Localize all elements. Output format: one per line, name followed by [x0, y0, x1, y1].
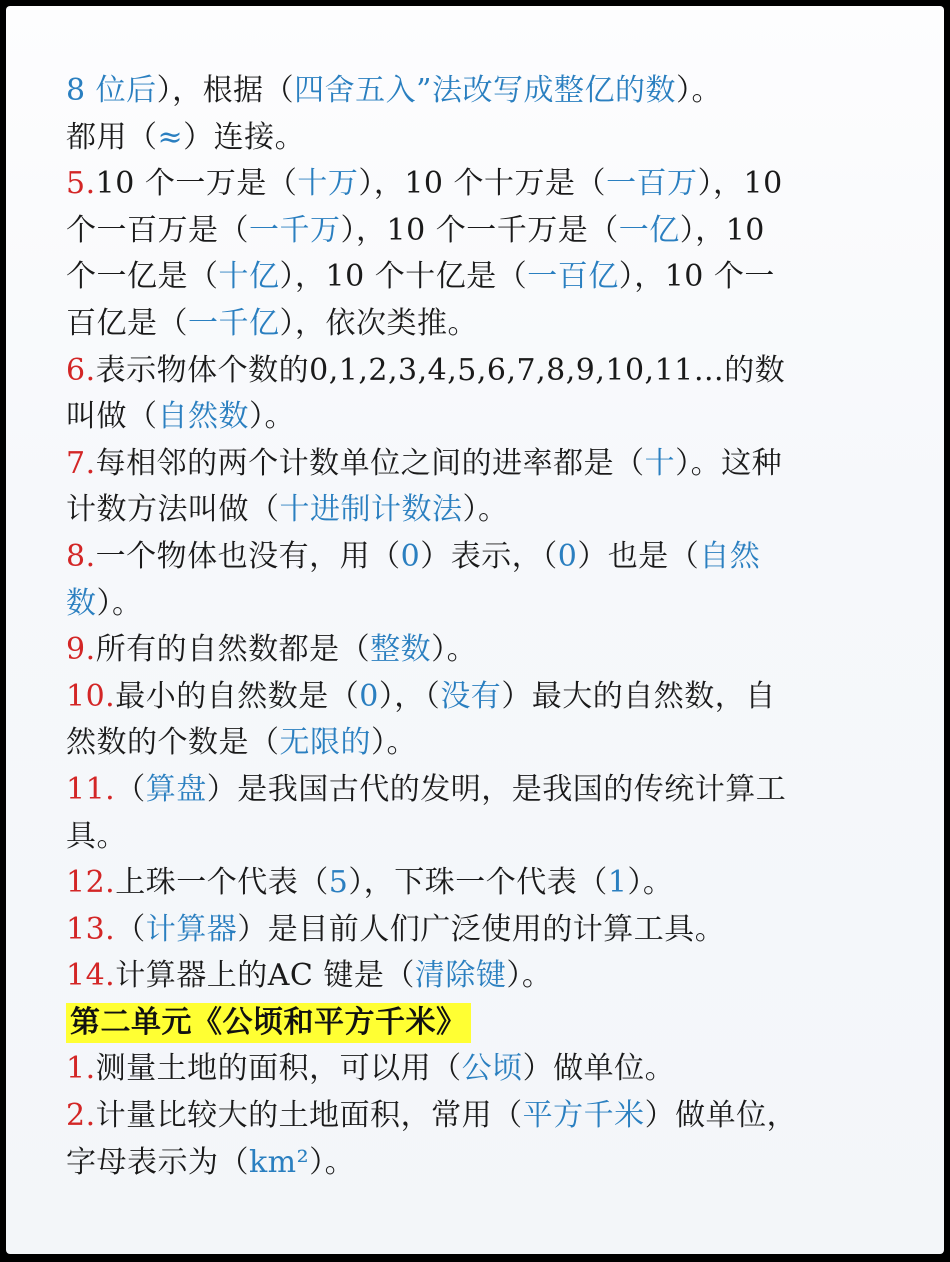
body-text: 一个物体也没有，用（: [95, 538, 401, 574]
text-line: [66, 301, 896, 348]
answer-text: 没有: [440, 678, 502, 714]
text-line: [66, 161, 896, 208]
body-text: 都用（: [66, 119, 158, 155]
answer-text: 整数: [370, 632, 432, 668]
answer-text: 清除键: [414, 958, 507, 994]
body-text: ）。: [371, 725, 417, 761]
text-line: [66, 720, 896, 767]
body-text: ）做单位，: [644, 1098, 798, 1134]
section-heading: 第二单元《公顷和平方千米》: [66, 1003, 471, 1043]
body-text: ），10 个十亿是（: [279, 259, 528, 295]
body-text: ）表示，（: [420, 538, 558, 574]
text-line: [66, 953, 896, 1000]
answer-text: 1: [607, 865, 628, 901]
text-line: [66, 254, 896, 301]
body-text: 所有的自然数都是（: [95, 632, 371, 668]
body-text: ），10 个一: [618, 259, 775, 295]
text-line: [66, 674, 896, 721]
answer-text: ≈: [157, 119, 184, 155]
answer-text: 5: [328, 865, 349, 901]
body-text: 最小的自然数是（: [115, 678, 360, 714]
answer-text: 无限的: [279, 725, 371, 761]
answer-text: 一百万: [606, 166, 698, 202]
item-number: 8.: [66, 538, 96, 574]
text-line: [66, 860, 896, 907]
body-text: ）。: [506, 958, 553, 994]
item-number: 14.: [66, 958, 116, 994]
text-line: [66, 115, 896, 162]
item-number: 7.: [66, 445, 96, 481]
answer-text: 自然数: [157, 399, 249, 435]
answer-text: 公顷: [461, 1051, 523, 1087]
answer-text: 算盘: [145, 771, 207, 807]
body-text: ）最大的自然数，自: [501, 678, 776, 714]
answer-text: 十亿: [218, 259, 280, 295]
body-text: ）。: [96, 585, 143, 621]
answer-text: 十进制计数法: [279, 492, 463, 528]
body-text: ）。: [249, 399, 295, 435]
item-number: 2.: [66, 1098, 96, 1134]
body-text: 然数的个数是（: [66, 725, 280, 761]
text-line: [66, 767, 896, 814]
answer-text: 计算器: [145, 911, 238, 947]
answer-text: 四舍五入”法改写成整亿的数: [294, 73, 676, 108]
text-line: [66, 627, 896, 674]
body-text: ）。: [675, 73, 722, 108]
body-text: ）。这种: [675, 445, 783, 481]
text-line: [66, 1046, 896, 1093]
body-text: 每相邻的两个计数单位之间的进率都是（: [95, 445, 645, 481]
item-number: 11.: [66, 771, 116, 807]
body-text: ）。: [627, 865, 674, 901]
answer-text: 8 位后: [66, 73, 157, 108]
answer-text: 一亿: [618, 212, 680, 248]
item-number: 6.: [66, 352, 96, 388]
body-text: （: [115, 911, 146, 947]
body-text: ）。: [462, 492, 509, 528]
answer-text: 自然: [699, 538, 761, 574]
text-line: [66, 1000, 896, 1047]
text-line: [66, 441, 896, 488]
document-page: [6, 6, 944, 1254]
answer-text: 一千万: [249, 212, 341, 248]
answer-text: 平方千米: [522, 1098, 645, 1134]
text-line: [66, 208, 896, 255]
answer-text: 0: [557, 538, 578, 574]
body-text: 10 个一万是（: [95, 166, 298, 202]
text-line: [66, 581, 896, 628]
text-line: [66, 348, 896, 395]
item-number: 9.: [66, 632, 96, 668]
answer-text: 数: [66, 585, 97, 621]
item-number: 12.: [66, 865, 116, 901]
body-text: 百亿是（: [66, 305, 188, 341]
body-text: ），（: [378, 678, 441, 714]
body-text: ），10: [697, 166, 783, 202]
body-text: ）。: [431, 632, 478, 668]
body-text: 叫做（: [66, 399, 158, 435]
item-number: 13.: [66, 911, 116, 947]
body-text: 计数方法叫做（: [66, 492, 280, 528]
answer-text: km²: [249, 1144, 310, 1180]
body-text: ），10 个一千万是（: [340, 212, 619, 248]
answer-text: 十: [644, 445, 676, 481]
body-text: （: [115, 771, 146, 807]
item-number: 1.: [66, 1051, 96, 1087]
body-text: 计量比较大的土地面积，常用（: [95, 1098, 523, 1134]
body-text: 字母表示为（: [66, 1144, 249, 1180]
text-line: [66, 487, 896, 534]
text-line: [66, 68, 896, 115]
body-text: 表示物体个数的0,1,2,3,4,5,6,7,8,9,10,11…的数: [95, 352, 786, 388]
item-number: 10.: [66, 678, 116, 714]
body-text: ）做单位。: [522, 1051, 676, 1087]
body-text: 个一亿是（: [66, 259, 219, 295]
text-line: [66, 1140, 896, 1187]
body-text: 个一百万是（: [66, 212, 249, 248]
body-text: 计算器上的AC 键是（: [115, 958, 415, 994]
body-text: 测量土地的面积，可以用（: [95, 1051, 462, 1087]
body-text: ），10: [679, 212, 765, 248]
body-text: ）是目前人们广泛使用的计算工具。: [237, 911, 726, 947]
body-text: ），根据（: [156, 73, 295, 108]
answer-text: 0: [400, 538, 421, 574]
body-text: ）是我国古代的发明，是我国的传统计算工: [206, 771, 787, 807]
body-text: ），下珠一个代表（: [348, 865, 608, 901]
body-text: ）也是（: [577, 538, 700, 574]
text-line: [66, 1093, 896, 1140]
document-content: [66, 68, 896, 1186]
answer-text: 0: [359, 678, 379, 714]
text-line: [66, 394, 896, 441]
answer-text: 一百亿: [527, 259, 619, 295]
body-text: ），10 个十万是（: [358, 166, 607, 202]
answer-text: 一千亿: [188, 305, 280, 341]
item-number: 5.: [66, 166, 96, 202]
body-text: ）。: [309, 1144, 356, 1180]
text-line: [66, 814, 896, 861]
body-text: 具。: [66, 818, 127, 854]
body-text: ），依次类推。: [279, 305, 478, 341]
body-text: ）连接。: [183, 119, 306, 155]
answer-text: 十万: [297, 166, 359, 202]
text-line: [66, 907, 896, 954]
text-line: [66, 534, 896, 581]
body-text: 上珠一个代表（: [115, 865, 329, 901]
